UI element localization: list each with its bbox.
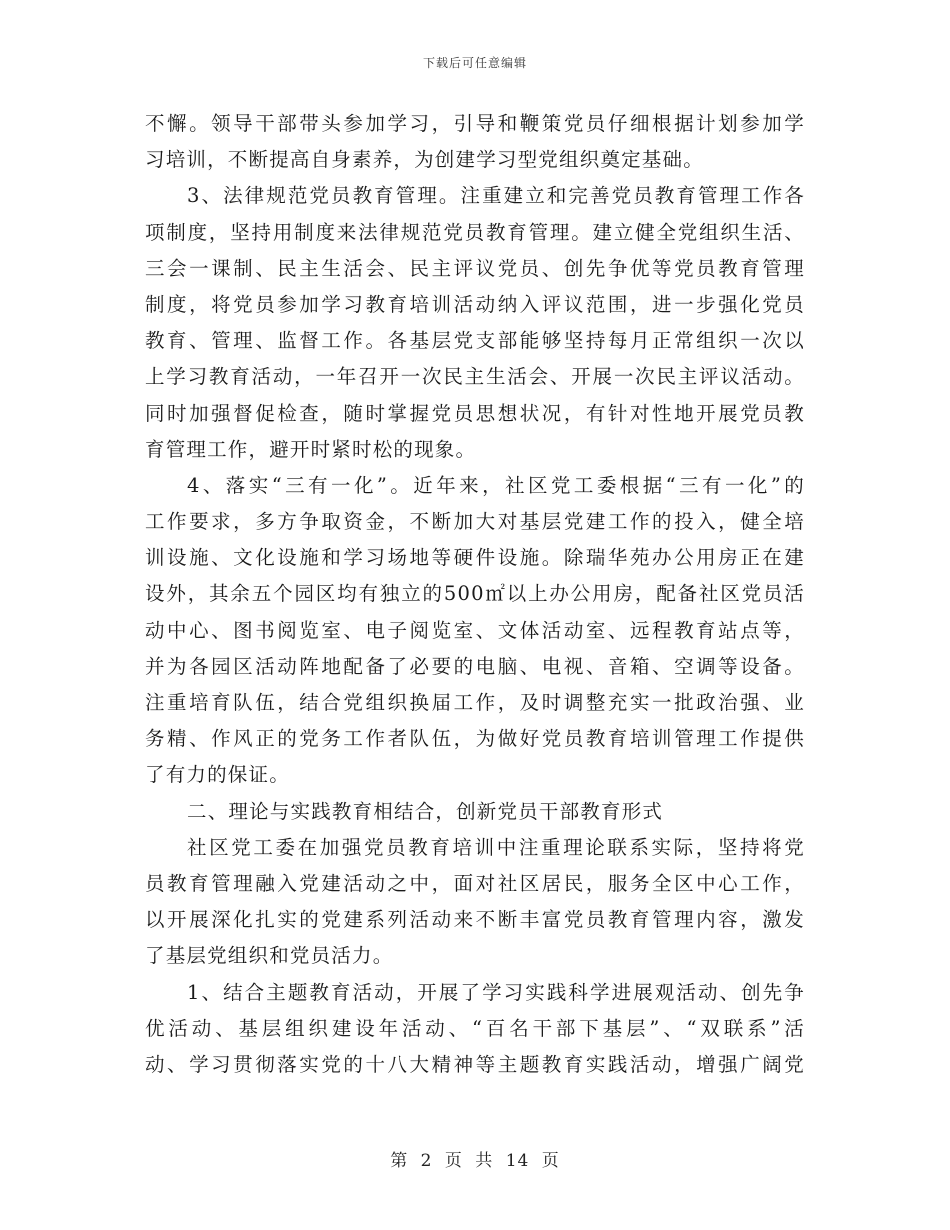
text-line: 同时加强督促检查，随时掌握党员思想状况，有针对性地开展党员教 [145, 401, 805, 425]
text-line: 了基层党组织和党员活力。 [145, 944, 394, 968]
text-line: 动、学习贯彻落实党的十八大精神等主题教育实践活动，增强广阔党 [145, 1052, 805, 1076]
page-footer: 第 2 页 共 14 页 [390, 1151, 560, 1171]
text-line: 育管理工作，避开时紧时松的现象。 [145, 437, 477, 461]
text-line: 动中心、图书阅览室、电子阅览室、文体活动室、远程教育站点等， [145, 618, 805, 642]
text-line: 注重培育队伍，结合党组织换届工作，及时调整充实一批政治强、业 [145, 691, 805, 714]
text-line: 上学习教育活动，一年召开一次民主生活会、开展一次民主评议活动。 [145, 365, 805, 389]
text-line: 以开展深化扎实的党建系列活动来不断丰富党员教育管理内容，激发 [145, 908, 805, 932]
document-body [145, 106, 805, 1083]
text-line: 了有力的保证。 [145, 763, 290, 787]
text-line: 三会一课制、民主生活会、民主评议党员、创先争优等党员教育管理 [145, 256, 805, 280]
text-line: 1、结合主题教育活动，开展了学习实践科学进展观活动、创先争 [187, 980, 805, 1004]
text-line: 并为各园区活动阵地配备了必要的电脑、电视、音箱、空调等设备。 [145, 654, 805, 678]
text-line: 优活动、基层组织建设年活动、“百名干部下基层”、“双联系”活 [145, 1016, 805, 1040]
text-line: 工作要求，多方争取资金，不断加大对基层党建工作的投入，健全培 [145, 510, 805, 534]
text-line: 二、理论与实践教育相结合，创新党员干部教育形式 [187, 799, 664, 823]
text-line: 项制度，坚持用制度来法律规范党员教育管理。建立健全党组织生活、 [145, 220, 805, 244]
text-line: 教育、管理、监督工作。各基层党支部能够坚持每月正常组织一次以 [145, 329, 805, 353]
text-line: 务精、作风正的党务工作者队伍，为做好党员教育培训管理工作提供 [145, 727, 805, 751]
text-line: 社区党工委在加强党员教育培训中注重理论联系实际，坚持将党 [187, 835, 805, 859]
text-line: 3、法律规范党员教育管理。注重建立和完善党员教育管理工作各 [187, 184, 805, 208]
text-line: 4、落实“三有一化”。近年来，社区党工委根据“三有一化”的 [187, 473, 805, 497]
page-header: 下载后可任意编辑 [422, 56, 527, 70]
text-line: 制度，将党员参加学习教育培训活动纳入评议范围，进一步强化党员 [145, 292, 805, 316]
text-line: 不懈。领导干部带头参加学习，引导和鞭策党员仔细根据计划参加学 [145, 112, 805, 135]
text-line: 员教育管理融入党建活动之中，面对社区居民，服务全区中心工作， [145, 871, 805, 895]
text-line: 设外，其余五个园区均有独立的500㎡以上办公用房，配备社区党员活 [145, 582, 805, 606]
text-line: 训设施、文化设施和学习场地等硬件设施。除瑞华苑办公用房正在建 [145, 546, 805, 570]
text-line: 习培训，不断提高自身素养，为创建学习型党组织奠定基础。 [145, 148, 704, 172]
